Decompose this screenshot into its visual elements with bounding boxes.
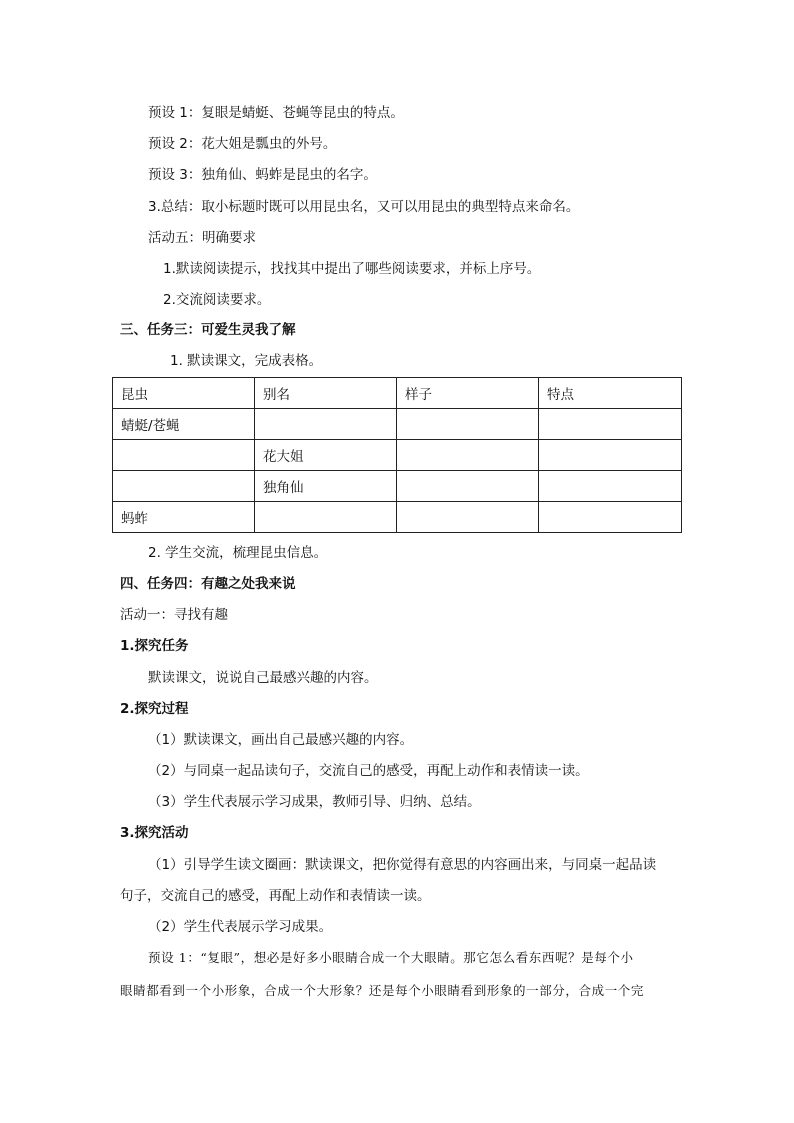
table-cell — [255, 502, 397, 533]
final-preset-line-2: 眼睛都看到一个小形象，合成一个大形象？还是每个小眼睛看到形象的一部分，合成一个完 — [120, 983, 645, 998]
section-1-heading: 1.探究任务 — [120, 638, 189, 654]
table-cell — [539, 409, 682, 440]
table-row — [113, 502, 682, 533]
table-row — [113, 409, 682, 440]
activity-five-heading: 活动五：明确要求 — [148, 230, 256, 246]
section-3-heading: 3.探究活动 — [120, 825, 189, 841]
activity-one-heading: 活动一：寻找有趣 — [120, 607, 228, 623]
activity-five-item-1: 1.默读阅读提示，找找其中提出了哪些阅读要求，并标上序号。 — [163, 261, 541, 277]
section-3-item-1-line-1: （1）引导学生读文圈画：默读课文，把你觉得有意思的内容画出来，与同桌一起品读 — [148, 857, 657, 873]
table-cell — [397, 471, 539, 502]
table-cell: 蜻蜓/苍蝇 — [113, 409, 255, 440]
table-cell — [397, 440, 539, 471]
table-cell — [255, 409, 397, 440]
table-header-cell: 样子 — [397, 378, 539, 409]
table-row — [113, 440, 682, 471]
table-cell — [113, 440, 255, 471]
section-2-item-2: （2）与同桌一起品读句子，交流自己的感受，再配上动作和表情读一读。 — [148, 763, 589, 779]
section-3-item-2: （2）学生代表展示学习成果。 — [148, 919, 333, 935]
task-three-heading: 三、任务三：可爱生灵我了解 — [120, 322, 296, 338]
table-cell: 花大姐 — [255, 440, 397, 471]
section-2-item-3: （3）学生代表展示学习成果，教师引导、归纳、总结。 — [148, 794, 481, 810]
table-cell — [539, 502, 682, 533]
task-three-item-2: 2. 学生交流，梳理昆虫信息。 — [148, 545, 328, 561]
activity-five-item-2: 2.交流阅读要求。 — [163, 292, 271, 308]
preset-2: 预设 2：花大姐是瓢虫的外号。 — [148, 136, 337, 152]
table-header-cell: 昆虫 — [113, 378, 255, 409]
insect-table — [112, 377, 682, 533]
section-2-item-1: （1）默读课文，画出自己最感兴趣的内容。 — [148, 732, 414, 748]
section-2-heading: 2.探究过程 — [120, 701, 189, 717]
table-cell: 独角仙 — [255, 471, 397, 502]
task-four-heading: 四、任务四：有趣之处我来说 — [120, 576, 296, 592]
summary: 3.总结：取小标题时既可以用昆虫名，又可以用昆虫的典型特点来命名。 — [148, 199, 580, 215]
table-header-row — [113, 378, 682, 409]
table-cell — [397, 502, 539, 533]
table-header-cell: 别名 — [255, 378, 397, 409]
section-3-item-1-line-2: 句子，交流自己的感受，再配上动作和表情读一读。 — [120, 888, 431, 904]
final-preset-line-1: 预设 1：“复眼”，想必是好多小眼睛合成一个大眼睛。那它怎么看东西呢？是每个小 — [148, 950, 634, 965]
table-cell: 蚂蚱 — [113, 502, 255, 533]
table-cell — [539, 471, 682, 502]
table-cell — [113, 471, 255, 502]
preset-3: 预设 3：独角仙、蚂蚱是昆虫的名字。 — [148, 167, 377, 183]
task-three-item-1: 1. 默读课文，完成表格。 — [170, 353, 323, 369]
section-1-text: 默读课文，说说自己最感兴趣的内容。 — [148, 670, 378, 686]
table-cell — [397, 409, 539, 440]
table-cell — [539, 440, 682, 471]
preset-1: 预设 1：复眼是蜻蜓、苍蝇等昆虫的特点。 — [148, 105, 404, 121]
table-row — [113, 471, 682, 502]
table-header-cell: 特点 — [539, 378, 682, 409]
